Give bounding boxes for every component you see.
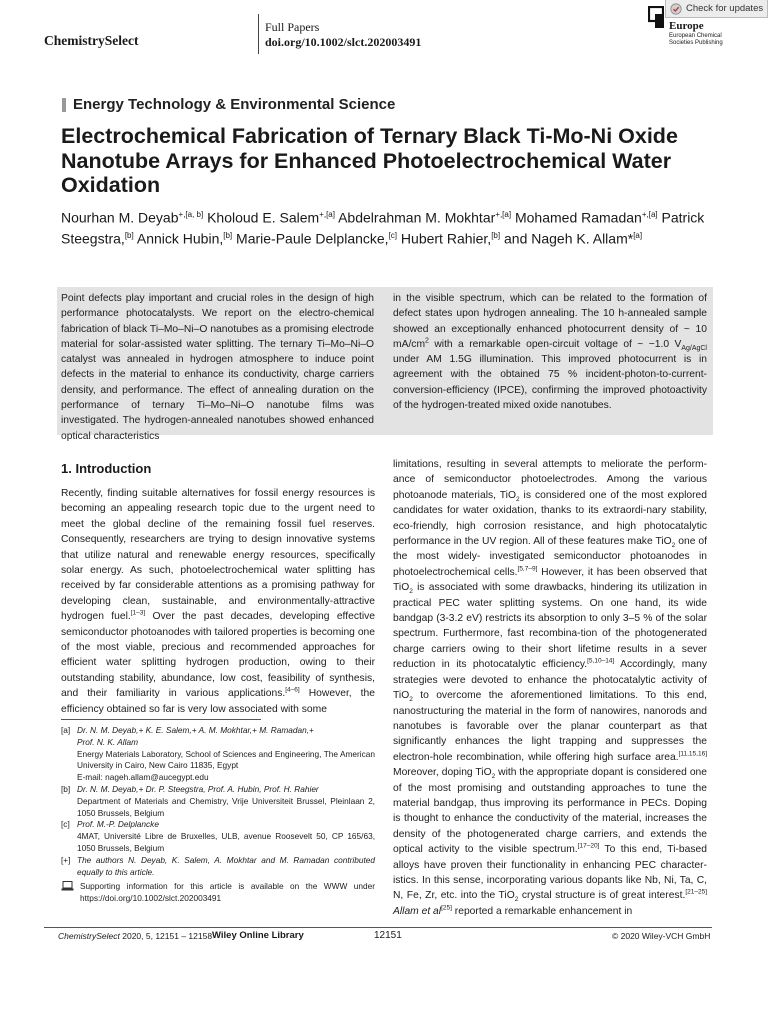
affiliation-c bbox=[61, 819, 375, 854]
affiliation-tag: [+] bbox=[61, 854, 71, 865]
body-text: Recently, finding suitable alternatives for fossil energy resources is becoming an appealing research topic due to the urgent need to meet the global decline of the remaining fossil fuel reserves. Consequently, researchers are trying to design innovative systems that utilize natural and renewable energy resources, specifically solar energy. As such, photoelectrochemical water splitting has received by far considerable attentions as a promising pathway for developing clean, sustainable, and environmentally-attractive hydrogen fuel. bbox=[61, 488, 375, 623]
footer-divider bbox=[44, 927, 712, 928]
body-text: To this end, Ti-based alloys have proven their functionality in enhancing PEC character-istics. In this sense, incorporating various dopants like Nb, Ni, Ta, C, N, Fe, Zr, etc. into the TiO bbox=[393, 844, 707, 902]
author-affiliation-mark: +,[a] bbox=[641, 210, 658, 219]
abstract-left-column: Point defects play important and crucial roles in the design of high performance photocatalysts. We report on the electro-chemical fabrication of black Ti–Mo–Ni–O nanotubes as a promising electrode material for solar-assisted water splitting. The ternary Ti–Mo–Ni–O catalyst was annealed in hydrogen atmosphere to induce point defects in the material to enhance its conductivity, charge carriers density, and performance. The effect of annealing duration on the performance of ternary Ti–Mo–Ni–O nanotube films was investigated. The hydrogen-annealed nanotubes showed enhanced optical characteristics bbox=[61, 293, 374, 442]
reference-citation[interactable]: [17–20] bbox=[577, 842, 600, 850]
subscript: 2 bbox=[409, 696, 413, 704]
body-text-italic: Allam et al bbox=[393, 905, 442, 917]
footnote-divider bbox=[61, 719, 261, 720]
subscript: 2 bbox=[671, 542, 676, 550]
subscript: 2 bbox=[491, 773, 496, 781]
author-name: Mohamed Ramadan bbox=[514, 209, 642, 226]
body-text: crystal structure is of great interest. bbox=[518, 890, 686, 902]
affiliation-address: Energy Materials Laboratory, School of Sciences and Engineering, The American University in Cairo, New Cairo 11835, Egypt bbox=[77, 748, 375, 771]
body-text: is associated with some drawbacks, hindering its utilization in practical PEC water splitting systems. On one hand, its wide bandgap (3-3.2 eV) restricts its absorption to only 3–5 % of the solar spectrum. Furthermore, fast recombina-tion of the photogenerated charge carriers owing to their short lifetime results in a sever reduction in its photocatalytic efficiency. bbox=[393, 582, 707, 671]
author-list bbox=[61, 206, 721, 248]
affiliation-address: Department of Materials and Chemistry, Vrije Universiteit Brussel, Pleinlaan 2, 1050 Brussels, Belgium bbox=[77, 795, 375, 818]
wiley-online-library-link[interactable]: Wiley Online Library bbox=[212, 930, 304, 941]
author-name: Hubert Rahier, bbox=[400, 230, 492, 247]
author-affiliation-mark: +,[a] bbox=[495, 210, 512, 219]
subscript: 2 bbox=[409, 588, 413, 596]
body-text: one of the most widely- investigated semiconductor photoanodes in photoelectrochemical cells. bbox=[393, 536, 707, 578]
footer-journal-name: ChemistrySelect bbox=[58, 931, 120, 941]
body-text: with the appropriate dopant is considered one of the most promising and outstanding approaches to tune the material bandgap, thus improving its performance in PECs. Doping is thought to enhance the conductivity of the material, increases the density of the photogenerated charge carriers, and extends the optical activity to the visible spectrum. bbox=[393, 767, 707, 856]
author-name: Marie-Paule Delplancke, bbox=[236, 230, 389, 247]
affiliation-names: Prof. N. K. Allam bbox=[77, 736, 139, 747]
chempubsoc-logo-icon bbox=[648, 6, 664, 28]
author-name: Abdelrahman M. Mokhtar bbox=[338, 209, 496, 226]
affiliation-names: Prof. M.-P. Delplancke bbox=[77, 819, 159, 830]
equal-contribution-text: The authors N. Deyab, K. Salem, A. Mokhtar and M. Ramadan contributed equally to this article. bbox=[77, 854, 375, 877]
reference-citation[interactable]: [5,10–14] bbox=[587, 657, 615, 665]
equal-contribution-note bbox=[61, 855, 375, 879]
laptop-icon bbox=[61, 881, 74, 891]
abstract-text: under AM 1.5G illumination. This improved photocurrent is in agreement with the obtained 75 % incident-photon-to-current-conversion-efficiency (IPCE), confirming the improved photoactivity of the hydrogen-treated mixed oxide nanotubes. bbox=[393, 354, 707, 412]
abstract-text: in the visible spectrum, which can be related to the formation of defect states upon hydrogen annealing. The 10 h-annealed sample showed an exceptionally enhanced photocurrent density of ~ 10 mA/cm bbox=[393, 293, 707, 350]
subscript: Ag/AgCl bbox=[681, 344, 707, 352]
author-affiliation-mark: [c] bbox=[388, 231, 398, 241]
body-text: reported a remarkable enhancement in bbox=[451, 905, 633, 917]
abstract-right-column bbox=[393, 291, 707, 413]
author-name: Annick Hubin, bbox=[136, 230, 224, 247]
affiliation-a bbox=[61, 725, 375, 784]
section-marker bbox=[62, 98, 66, 112]
body-text: However, it has been observed that TiO bbox=[393, 566, 708, 594]
intro-paragraph bbox=[61, 486, 375, 717]
check-for-updates-button[interactable] bbox=[665, 0, 768, 18]
affiliation-tag: [c] bbox=[61, 819, 70, 830]
supporting-info-note bbox=[61, 881, 375, 905]
section-label: Energy Technology & Environmental Science bbox=[73, 96, 396, 113]
affiliation-email[interactable]: E-mail: nageh.allam@aucegypt.edu bbox=[77, 772, 209, 783]
superscript: 2 bbox=[425, 337, 429, 345]
article-title: Electrochemical Fabrication of Ternary Black Ti-Mo-Ni Oxide Nanotube Arrays for Enhanced Photoelectrochemical Water Oxidation bbox=[61, 124, 678, 197]
affiliation-names: Dr. N. M. Deyab,+ K. E. Salem,+ A. M. Mokhtar,+ M. Ramadan,+ bbox=[77, 725, 314, 735]
affiliations-block bbox=[61, 725, 375, 905]
publisher-name: Europe bbox=[669, 20, 704, 32]
body-text: Moreover, doping TiO bbox=[393, 767, 492, 779]
right-column-paragraph bbox=[393, 457, 707, 919]
body-text: Accordingly, many strategies were devoted to enhance the photocatalytic activity of TiO bbox=[393, 659, 707, 702]
author-name: and Nageh K. Allam* bbox=[504, 230, 634, 247]
footer-citation bbox=[58, 931, 212, 941]
reference-citation[interactable]: [4–6] bbox=[285, 686, 300, 694]
header-divider bbox=[258, 14, 259, 54]
journal-name: ChemistrySelect bbox=[44, 33, 139, 48]
reference-citation[interactable]: [21–25] bbox=[685, 888, 707, 896]
check-updates-label: Check for updates bbox=[686, 3, 764, 14]
reference-citation[interactable]: [1–3] bbox=[130, 609, 146, 617]
reference-citation[interactable]: [11,15,16] bbox=[678, 750, 707, 758]
affiliation-b bbox=[61, 784, 375, 819]
subscript: 2 bbox=[514, 896, 519, 904]
subscript: 2 bbox=[515, 495, 520, 503]
publisher-subtitle-2: Societies Publishing bbox=[669, 40, 723, 46]
body-text: limitations, resulting in several attempts to meliorate the perform-ance of semiconductor photoelectrodes. Among the various photoanode materials, TiO bbox=[393, 459, 707, 501]
intro-heading: 1. Introduction bbox=[61, 461, 152, 476]
publisher-subtitle: European Chemical bbox=[669, 33, 722, 39]
affiliation-names: Dr. N. M. Deyab,+ Dr. P. Steegstra, Prof. A. Hubin, Prof. H. Rahier bbox=[77, 783, 319, 794]
article-type: Full Papers bbox=[265, 20, 320, 34]
author-name: Nourhan M. Deyab bbox=[61, 209, 179, 226]
body-text: Over the past decades, developing effective semiconductor photoanodes with tailored properties is becoming one of the most viable, precious and recommended approaches for efficient water splitting hydrogen production, owing to their outstanding stability, abundance, low cost, feasibility of synthesis, and their familiarity in various applications. bbox=[61, 611, 375, 700]
author-affiliation-mark: [b] bbox=[223, 231, 233, 241]
page-number: 12151 bbox=[374, 930, 402, 941]
body-text: However, the efficiency obtained so far is very low associated with some bbox=[61, 688, 375, 715]
supporting-info-text[interactable]: Supporting information for this article is available on the WWW under https://doi.org/10.1002/slct.202003491 bbox=[80, 881, 375, 904]
author-affiliation-mark: [b] bbox=[491, 231, 501, 241]
body-text: is considered one of the most explored candidates for water oxidation, thanks to its extraordi-nary stability, eco-friendly, high corrosion resistance, and high photocatalytic performance in the UV region. All of these features make TiO bbox=[393, 489, 707, 548]
copyright: © 2020 Wiley-VCH GmbH bbox=[612, 931, 711, 941]
affiliation-tag: [b] bbox=[61, 783, 71, 794]
author-affiliation-mark: [b] bbox=[124, 231, 134, 241]
author-name: Patrick Steegstra, bbox=[61, 209, 705, 247]
check-updates-icon bbox=[670, 3, 682, 15]
reference-citation[interactable]: [25] bbox=[441, 904, 452, 912]
affiliation-address: 4MAT, Université Libre de Bruxelles, ULB, avenue Roosevelt 50, CP 165/63, 1050 Brussels, Belgium bbox=[77, 831, 375, 853]
author-affiliation-mark: +,[a, b] bbox=[178, 210, 204, 219]
author-affiliation-mark: [a] bbox=[633, 231, 643, 241]
author-name: Kholoud E. Salem bbox=[207, 209, 320, 226]
doi-link[interactable]: doi.org/10.1002/slct.202003491 bbox=[265, 35, 422, 49]
footer-citation-text: 2020, 5, 12151 – 12158 bbox=[119, 931, 213, 941]
body-text: to overcome the aforementioned limitations. To this end, nanostructuring the material in the form of nanowires, nanorods and nanotubes is favorable over the planar counterpart as that significantly enhances the light trapping and suppresses the electron-hole recombination, while offering high surface area. bbox=[393, 690, 707, 763]
reference-citation[interactable]: [5,7–9] bbox=[517, 565, 538, 573]
affiliation-tag: [a] bbox=[61, 725, 71, 735]
author-affiliation-mark: +,[a] bbox=[319, 210, 335, 219]
abstract-text: with a remarkable open-circuit voltage of ~ −1.0 V bbox=[428, 338, 682, 350]
